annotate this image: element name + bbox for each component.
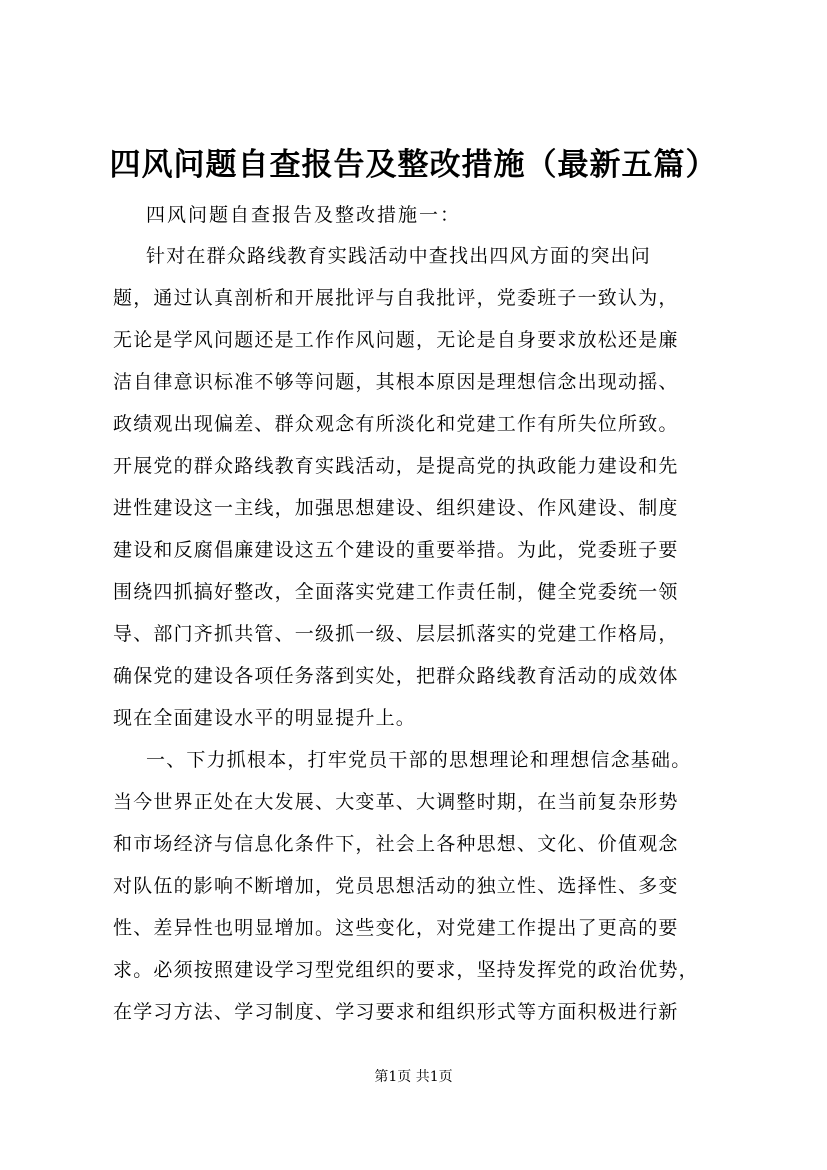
paragraph-line: 无论是学风问题还是工作作风问题，无论是自身要求放松还是廉 bbox=[113, 329, 679, 351]
paragraph-line: 求。必须按照建设学习型党组织的要求，坚持发挥党的政治优势， bbox=[113, 959, 699, 981]
paragraph-line: 确保党的建设各项任务落到实处，把群众路线教育活动的成效体 bbox=[113, 665, 679, 687]
document-title: 四风问题自查报告及整改措施（最新五篇） bbox=[109, 147, 718, 183]
paragraph-line: 和市场经济与信息化条件下，社会上各种思想、文化、价值观念 bbox=[113, 833, 679, 855]
paragraph-line: 现在全面建设水平的明显提升上。 bbox=[113, 707, 417, 729]
paragraph-line: 导、部门齐抓共管、一级抓一级、层层抓落实的党建工作格局， bbox=[113, 623, 679, 645]
paragraph-line: 性、差异性也明显增加。这些变化，对党建工作提出了更高的要 bbox=[113, 917, 679, 939]
paragraph-line: 建设和反腐倡廉建设这五个建设的重要举措。为此，党委班子要 bbox=[113, 539, 679, 561]
paragraph-line: 洁自律意识标准不够等问题，其根本原因是理想信念出现动摇、 bbox=[113, 371, 679, 393]
paragraph-line: 题，通过认真剖析和开展批评与自我批评，党委班子一致认为， bbox=[113, 287, 679, 309]
paragraph-line: 进性建设这一主线，加强思想建设、组织建设、作风建设、制度 bbox=[113, 497, 679, 519]
section-heading: 四风问题自查报告及整改措施一： bbox=[146, 204, 462, 226]
paragraph-line: 围绕四抓搞好整改，全面落实党建工作责任制，健全党委统一领 bbox=[113, 581, 679, 603]
paragraph-line: 针对在群众路线教育实践活动中查找出四风方面的突出问 bbox=[146, 245, 652, 267]
page-footer: 第1页 共1页 bbox=[374, 1069, 453, 1085]
paragraph-line: 开展党的群众路线教育实践活动，是提高党的执政能力建设和先 bbox=[113, 455, 679, 477]
paragraph-line: 对队伍的影响不断增加，党员思想活动的独立性、选择性、多变 bbox=[113, 875, 679, 897]
paragraph-line: 当今世界正处在大发展、大变革、大调整时期，在当前复杂形势 bbox=[113, 791, 679, 813]
paragraph-line: 在学习方法、学习制度、学习要求和组织形式等方面积极进行新 bbox=[113, 1001, 679, 1023]
paragraph-line: 一、下力抓根本，打牢党员干部的思想理论和理想信念基础。 bbox=[146, 749, 692, 771]
paragraph-line: 政绩观出现偏差、群众观念有所淡化和党建工作有所失位所致。 bbox=[113, 413, 679, 435]
